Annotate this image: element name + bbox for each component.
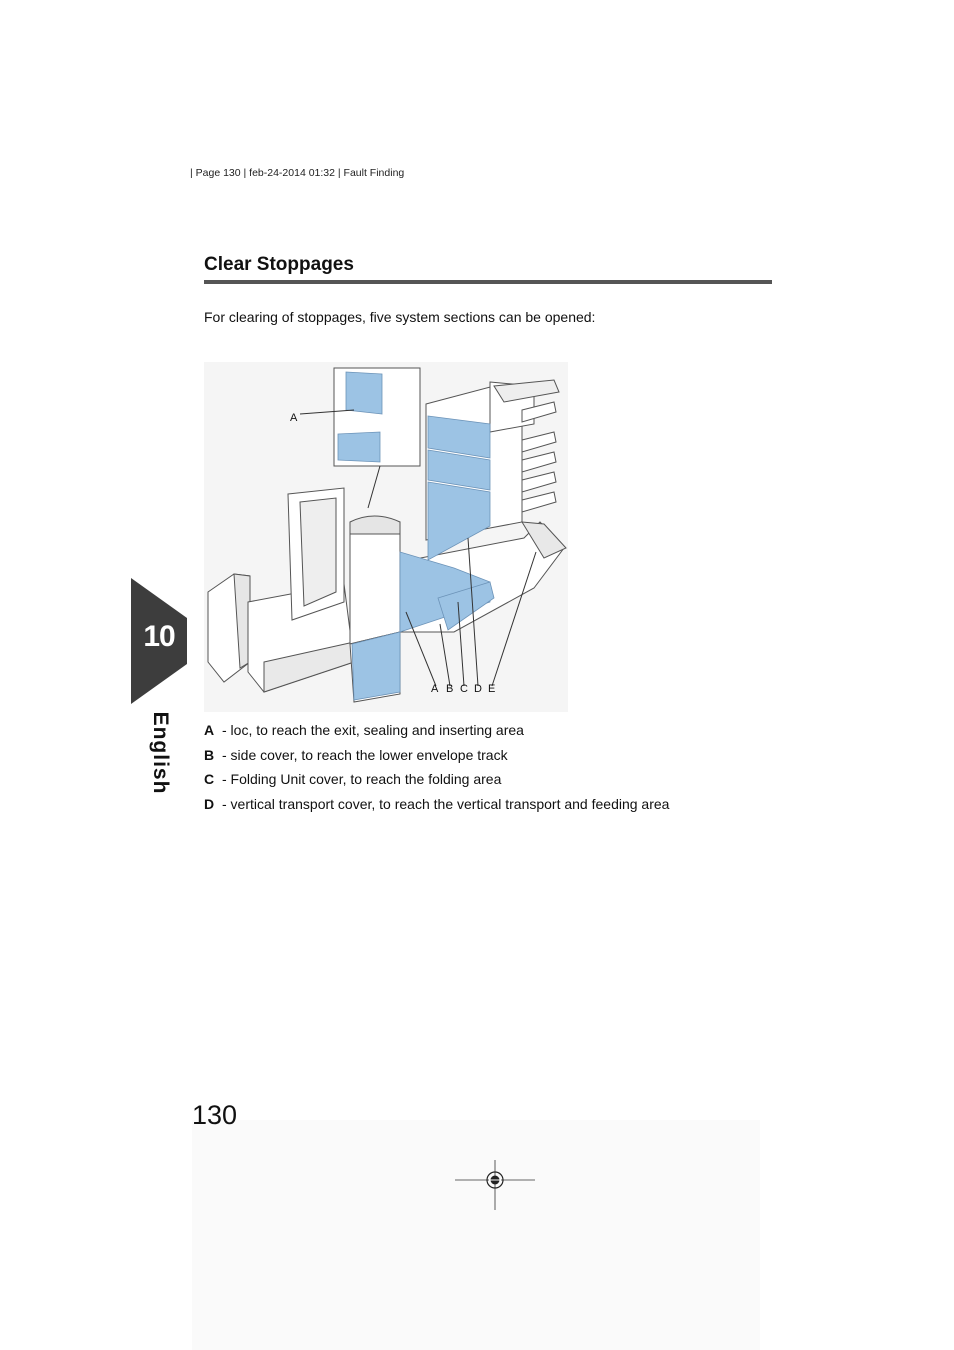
legend-item <box>204 796 764 821</box>
legend-key: C <box>204 771 215 787</box>
page-number: 130 <box>192 1100 238 1130</box>
legend-key: D <box>204 795 215 812</box>
language-label: English <box>149 711 172 795</box>
legend-item <box>204 747 764 772</box>
callout-label-a: A <box>431 683 439 695</box>
section-title: Clear Stoppages <box>204 254 354 275</box>
running-header: | Page 130 | feb-24-2014 01:32 | Fault Finding <box>190 167 405 179</box>
inset-label-a: A <box>290 412 298 424</box>
legend-list <box>204 722 764 820</box>
legend-text: - vertical transport cover, to reach the vertical transport and feeding area <box>222 795 670 812</box>
legend-item <box>204 722 764 747</box>
legend-text: - Folding Unit cover, to reach the folding area <box>222 771 502 787</box>
legend-item <box>204 771 764 796</box>
callout-label-c: C <box>460 683 468 695</box>
chapter-number: 10 <box>143 620 175 653</box>
legend-key: A <box>204 722 215 738</box>
legend-text: - loc, to reach the exit, sealing and inserting area <box>222 722 524 738</box>
callout-label-b: B <box>446 683 454 695</box>
legend-text: - side cover, to reach the lower envelope track <box>222 746 508 763</box>
title-rule <box>204 280 772 284</box>
callout-label-d: D <box>474 683 482 695</box>
intro-text: For clearing of stoppages, five system sections can be opened: <box>204 309 596 325</box>
machine-illustration <box>204 362 568 712</box>
callout-label-e: E <box>488 683 496 695</box>
page-shade <box>192 1120 760 1350</box>
registration-mark-icon <box>455 1160 535 1210</box>
legend-key: B <box>204 746 215 763</box>
